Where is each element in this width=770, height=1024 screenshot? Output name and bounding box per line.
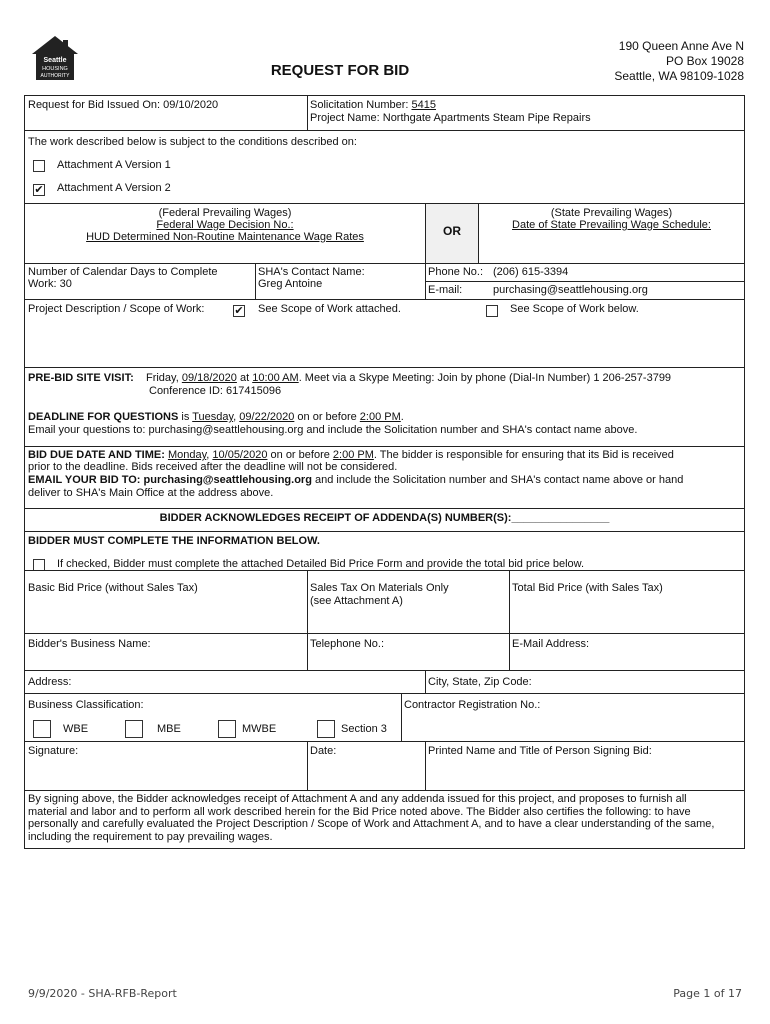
phone-label: Phone No.: — [428, 266, 484, 278]
ack-line-3: personally and carefully evaluated the Project Description / Scope of Work and Attachment A, and to have a clear understanding of the same, — [28, 818, 715, 830]
footer-page-number: Page 1 of 17 — [673, 987, 742, 1000]
bidder-email-label: E-Mail Address: — [512, 638, 590, 650]
sha-address — [614, 39, 744, 84]
contact-label: SHA's Contact Name: — [258, 266, 365, 278]
scope-below-checkbox[interactable] — [486, 305, 498, 317]
federal-title: (Federal Prevailing Wages) — [158, 207, 292, 219]
city-state-zip-label: City, State, Zip Code: — [428, 676, 532, 688]
addenda-ack: BIDDER ACKNOWLEDGES RECEIPT OF ADDENDA(S) NUMBER(S):________________ — [159, 512, 610, 524]
address-label: Address: — [28, 676, 72, 688]
questions-label: DEADLINE FOR QUESTIONS — [28, 411, 179, 423]
ack-line-4: including the requirement to pay prevailing wages. — [28, 830, 273, 843]
questions-date: 09/22/2020 — [239, 411, 295, 423]
questions-day: Tuesday — [192, 411, 234, 423]
business-name-label: Bidder's Business Name: — [28, 638, 151, 650]
solicitation-number — [310, 99, 436, 112]
federal-decision: Federal Wage Decision No.: — [156, 219, 294, 231]
mbe-label: MBE — [157, 723, 181, 735]
telephone-label: Telephone No.: — [310, 638, 384, 650]
prebid-time: 10:00 AM — [252, 372, 299, 384]
conditions-text: The work described below is subject to the conditions described on: — [28, 136, 357, 148]
questions-time: 2:00 PM — [359, 411, 401, 423]
attachment-v1-checkbox[interactable] — [33, 160, 45, 172]
bid-due-time: 2:00 PM — [332, 449, 374, 461]
page-title: REQUEST FOR BID — [270, 62, 410, 79]
questions-comma: , — [233, 411, 240, 423]
sales-tax-label: Sales Tax On Materials Only — [310, 582, 449, 594]
attachment-v1-label: Attachment A Version 1 — [57, 159, 171, 171]
project-name: Project Name: Northgate Apartments Steam Pipe Repairs — [310, 112, 591, 124]
bid-due-rest: . The bidder is responsible for ensuring that its Bid is received — [373, 449, 674, 461]
bid-due-email-rest: and include the Solicitation number and SHA's contact name above or hand — [311, 474, 684, 486]
rfb-form — [24, 95, 745, 849]
prebid-date: 09/18/2020 — [181, 372, 237, 384]
days-value: Work: 30 — [28, 278, 72, 290]
logo-text-3: AUTHORITY — [40, 73, 70, 79]
phone-value: (206) 615-3394 — [493, 266, 569, 278]
contractor-reg-label: Contractor Registration No.: — [404, 699, 541, 711]
attachment-v2-label: Attachment A Version 2 — [57, 182, 171, 194]
bid-due-email-label: EMAIL YOUR BID TO: purchasing@seattlehousing.org — [28, 474, 312, 486]
state-title: (State Prevailing Wages) — [550, 207, 673, 219]
issued-date: Request for Bid Issued On: 09/10/2020 — [28, 99, 219, 111]
mbe-checkbox[interactable] — [125, 720, 143, 738]
wbe-label: WBE — [63, 723, 89, 735]
ack-line-1: By signing above, the Bidder acknowledges receipt of Attachment A and any addenda issued for this project, and proposes to furnish all — [28, 793, 687, 805]
bid-due-line4: deliver to SHA's Main Office at the address above. — [28, 487, 274, 499]
prebid-at: at — [236, 372, 253, 384]
bid-due-comma: , — [206, 449, 213, 461]
solicitation-label: Solicitation Number: — [310, 99, 412, 111]
mwbe-checkbox[interactable] — [218, 720, 236, 738]
federal-hud: HUD Determined Non-Routine Maintenance Wage Rates — [86, 231, 364, 243]
address-line-1: 190 Queen Anne Ave N — [618, 39, 744, 53]
acknowledgement-text — [28, 793, 714, 843]
ack-line-2: material and labor and to perform all work described herein for the Bid Price noted above. The Bidder also certifies the following: to have — [28, 805, 691, 818]
bid-due-before: on or before — [267, 449, 333, 461]
prebid-rest: . Meet via a Skype Meeting: Join by phone (Dial-In Number) 1 206-257-3799 — [298, 372, 672, 384]
scope-attached-checkbox[interactable]: ✔ — [234, 305, 244, 317]
bid-due-date: 10/05/2020 — [212, 449, 268, 461]
bid-due-line2: prior to the deadline. Bids received after the deadline will not be considered. — [28, 461, 398, 473]
mwbe-label: MWBE — [242, 723, 277, 735]
basic-bid-label: Basic Bid Price (without Sales Tax) — [28, 582, 198, 594]
sales-tax-label-2: (see Attachment A) — [310, 595, 403, 607]
total-bid-label: Total Bid Price (with Sales Tax) — [512, 582, 663, 594]
bid-due-email-line — [28, 474, 683, 487]
scope-below-label: See Scope of Work below. — [510, 303, 639, 315]
days-label: Number of Calendar Days to Complete — [28, 266, 218, 278]
scope-label: Project Description / Scope of Work: — [28, 303, 205, 315]
wbe-checkbox[interactable] — [33, 720, 51, 738]
section3-checkbox[interactable] — [317, 720, 335, 738]
section3-label: Section 3 — [341, 723, 387, 735]
email-value: purchasing@seattlehousing.org — [493, 284, 648, 296]
prebid-label: PRE-BID SITE VISIT: — [28, 372, 134, 384]
detailed-form-label: If checked, Bidder must complete the attached Detailed Bid Price Form and provide the total bid price below. — [57, 558, 585, 570]
questions-line — [28, 411, 404, 424]
state-schedule: Date of State Prevailing Wage Schedule: — [512, 219, 711, 231]
date-label: Date: — [310, 745, 337, 757]
logo-text-1: Seattle — [43, 57, 67, 64]
questions-end: . — [400, 411, 404, 423]
footer-report-id: 9/9/2020 - SHA-RFB-Report — [28, 987, 177, 1000]
address-line-2: PO Box 19028 — [665, 54, 744, 68]
solicitation-value: 5415 — [411, 99, 436, 111]
classification-label: Business Classification: — [28, 699, 144, 711]
prebid-line — [28, 372, 671, 385]
questions-is: is — [178, 411, 193, 423]
email-label: E-mail: — [428, 284, 463, 296]
questions-email: Email your questions to: purchasing@seattlehousing.org and include the Solicitation number and SHA's contact name above. — [28, 424, 638, 436]
bid-due-label: BID DUE DATE AND TIME: — [28, 449, 168, 461]
or-label: OR — [443, 224, 461, 238]
printed-name-label: Printed Name and Title of Person Signing Bid: — [428, 745, 652, 757]
contact-value: Greg Antoine — [258, 278, 323, 290]
bid-due-day: Monday — [167, 449, 207, 461]
attachment-v2-checkbox[interactable]: ✔ — [34, 184, 44, 196]
prebid-day: Friday, — [145, 372, 182, 384]
prebid-conf: Conference ID: 617415096 — [149, 385, 282, 397]
address-line-3: Seattle, WA 98109-1028 — [614, 69, 744, 83]
questions-before: on or before — [294, 411, 360, 423]
scope-attached-label: See Scope of Work attached. — [258, 303, 401, 315]
signature-label: Signature: — [28, 745, 79, 757]
logo-text-2: HOUSING — [42, 66, 68, 72]
must-complete: BIDDER MUST COMPLETE THE INFORMATION BELOW. — [28, 535, 320, 547]
